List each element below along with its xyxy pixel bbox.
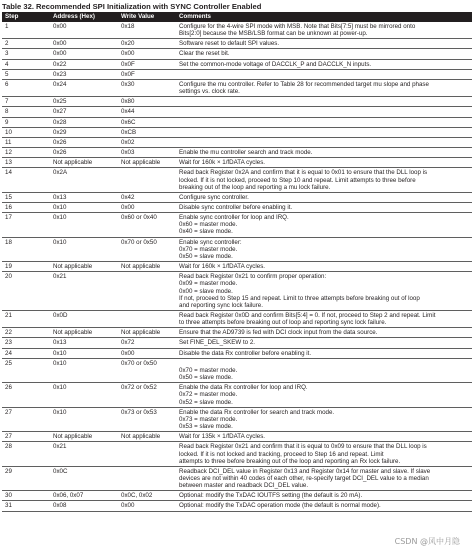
comment-line: 0x72 = master mode.	[179, 391, 238, 399]
row-write-value: Not applicable	[118, 158, 176, 168]
row-step: 22	[2, 328, 50, 338]
row-address: 0x10	[50, 383, 118, 407]
comment-line: Readback DCI_DEL value in Register 0x13 and Register 0x14 for master and slave. If slave	[179, 467, 431, 475]
row-address: 0x10	[50, 237, 118, 261]
row-write-value	[118, 272, 176, 311]
comment-line: Wait for 160k × 1/fDATA cycles.	[179, 159, 266, 167]
row-comment	[176, 348, 472, 358]
row-address: 0x00	[50, 22, 118, 39]
row-comment	[176, 338, 472, 348]
table-row	[2, 117, 472, 127]
row-comment	[176, 407, 472, 431]
row-address: 0x10	[50, 348, 118, 358]
comment-line	[179, 71, 469, 78]
comment-line: Set the common-mode voltage of DACCLK_P and DACCLK_N inputs.	[179, 60, 372, 68]
row-comment	[176, 442, 472, 466]
header-comments: Comments	[176, 12, 472, 22]
row-step: 15	[2, 192, 50, 202]
comment-line: 0x50 = slave mode.	[179, 374, 233, 382]
table-row	[2, 192, 472, 202]
row-write-value: 0x44	[118, 107, 176, 117]
row-comment	[176, 107, 472, 117]
row-write-value: 0x20	[118, 39, 176, 49]
row-step: 28	[2, 442, 50, 466]
row-write-value: 0x0F	[118, 59, 176, 69]
row-address: 0x27	[50, 107, 118, 117]
table-row	[2, 107, 472, 117]
row-step: 18	[2, 237, 50, 261]
row-comment	[176, 69, 472, 79]
comment-line: Wait for 135k × 1/fDATA cycles.	[179, 433, 266, 441]
row-address: 0x29	[50, 127, 118, 137]
table-row	[2, 49, 472, 59]
row-write-value: 0x00	[118, 501, 176, 511]
comment-line: Bits[2:0] because the MSB/LSB format can be unknown at power-up.	[179, 30, 368, 38]
comment-line: and reporting sync lock failure.	[179, 301, 263, 309]
row-step: 26	[2, 383, 50, 407]
row-comment	[176, 127, 472, 137]
row-address: 0x21	[50, 272, 118, 311]
row-address: Not applicable	[50, 432, 118, 442]
row-write-value: 0x00	[118, 348, 176, 358]
row-address: 0x10	[50, 358, 118, 382]
comment-line	[179, 108, 469, 115]
row-write-value: 0x60 or 0x40	[118, 213, 176, 237]
row-step: 7	[2, 97, 50, 107]
row-address: 0x00	[50, 39, 118, 49]
table-row	[2, 202, 472, 212]
table-row	[2, 348, 472, 358]
header-address: Address (Hex)	[50, 12, 118, 22]
row-step: 24	[2, 348, 50, 358]
row-comment	[176, 432, 472, 442]
row-comment	[176, 148, 472, 158]
comment-line: Ensure that the AD9739 is fed with DCI clock input from the data source.	[179, 329, 378, 337]
row-comment	[176, 192, 472, 202]
table-row	[2, 358, 472, 382]
row-write-value	[118, 442, 176, 466]
row-write-value: 0x18	[118, 22, 176, 39]
comment-line: 0x40 = slave mode.	[179, 228, 233, 236]
row-address: 0x10	[50, 213, 118, 237]
row-comment	[176, 383, 472, 407]
table-row	[2, 237, 472, 261]
row-step: 27	[2, 407, 50, 431]
row-comment	[176, 117, 472, 127]
comment-line: between master and readback DCI_DEL value.	[179, 482, 309, 490]
table-row	[2, 407, 472, 431]
comment-line: Set FINE_DEL_SKEW to 2.	[179, 339, 255, 347]
row-address: 0x2A	[50, 168, 118, 192]
header-write-value: Write Value	[118, 12, 176, 22]
comment-line: Enable sync controller:	[179, 238, 242, 246]
comment-line: Configure sync controller.	[179, 193, 249, 201]
row-write-value: 0x72	[118, 338, 176, 348]
row-write-value: Not applicable	[118, 328, 176, 338]
table-row	[2, 383, 472, 407]
comment-line: attempts to three before breaking out of the loop and reporting an Rx lock failure.	[179, 457, 401, 465]
table-row	[2, 213, 472, 237]
row-comment	[176, 137, 472, 147]
row-comment	[176, 491, 472, 501]
table-row	[2, 168, 472, 192]
comment-line: devices are not within 40 codes of each other, re-specify target DCI_DEL value to a median	[179, 474, 429, 482]
comment-line: 0x70 = master mode.	[179, 245, 238, 253]
table-row	[2, 158, 472, 168]
row-step: 31	[2, 501, 50, 511]
table-row	[2, 262, 472, 272]
row-write-value: 0x30	[118, 79, 176, 96]
row-comment	[176, 262, 472, 272]
row-step: 2	[2, 39, 50, 49]
comment-line: locked. If it is not locked, proceed to Step 10 and repeat. Limit attempts to three before	[179, 176, 416, 184]
row-step: 5	[2, 69, 50, 79]
row-write-value: 0x02	[118, 137, 176, 147]
row-write-value: 0x00	[118, 49, 176, 59]
row-write-value: 0x00	[118, 202, 176, 212]
row-comment	[176, 272, 472, 311]
row-step: 12	[2, 148, 50, 158]
row-address: 0x10	[50, 202, 118, 212]
comment-line: Read back Register 0x21 and confirm that it is equal to 0x09 to ensure that the DLL loop is	[179, 443, 427, 451]
row-step: 20	[2, 272, 50, 311]
row-address: 0x25	[50, 97, 118, 107]
comment-line	[179, 129, 469, 136]
row-step: 30	[2, 491, 50, 501]
comment-line: Configure for the 4-wire SPI mode with MSB. Note that Bits[7:5] must be mirrored onto	[179, 23, 416, 30]
comment-line: 0x70 = master mode.	[179, 366, 238, 374]
row-comment	[176, 22, 472, 39]
row-address: 0x24	[50, 79, 118, 96]
row-comment	[176, 501, 472, 511]
row-step: 29	[2, 466, 50, 490]
comment-line: Optional: modify the TxDAC IOUTFS setting (the default is 20 mA).	[179, 492, 363, 500]
comment-line	[179, 119, 469, 126]
row-write-value: 0x0C, 0x02	[118, 491, 176, 501]
row-address: Not applicable	[50, 262, 118, 272]
comment-line: Read back Register 0x21 to confirm proper operation:	[179, 273, 327, 281]
row-write-value	[118, 466, 176, 490]
row-comment	[176, 328, 472, 338]
comment-line: Enable the data Rx controller for loop and IRQ.	[179, 384, 308, 392]
comment-line: 0x09 = master mode.	[179, 280, 238, 288]
row-address: 0x13	[50, 192, 118, 202]
row-address: Not applicable	[50, 158, 118, 168]
row-write-value	[118, 311, 176, 328]
table-row	[2, 39, 472, 49]
table-row	[2, 97, 472, 107]
row-write-value: 0x73 or 0x53	[118, 407, 176, 431]
row-write-value	[118, 168, 176, 192]
comment-line	[179, 360, 469, 367]
row-address: 0x26	[50, 137, 118, 147]
row-step: 25	[2, 358, 50, 382]
table-row	[2, 148, 472, 158]
table-row	[2, 69, 472, 79]
row-write-value: Not applicable	[118, 262, 176, 272]
row-step: 8	[2, 107, 50, 117]
header-step: Step	[2, 12, 50, 22]
table-body	[2, 22, 472, 511]
row-comment	[176, 466, 472, 490]
comment-line: Software reset to default SPI values.	[179, 40, 280, 48]
comment-line: Disable sync controller before enabling it.	[179, 203, 293, 211]
row-comment	[176, 358, 472, 382]
comment-line: 0x50 = slave mode.	[179, 252, 233, 260]
row-comment	[176, 158, 472, 168]
row-address: 0x10	[50, 407, 118, 431]
row-step: 11	[2, 137, 50, 147]
row-address: 0x22	[50, 59, 118, 69]
row-write-value: 0x42	[118, 192, 176, 202]
row-write-value: 0x72 or 0x52	[118, 383, 176, 407]
row-step: 9	[2, 117, 50, 127]
row-address: 0x13	[50, 338, 118, 348]
row-address: 0x26	[50, 148, 118, 158]
row-comment	[176, 168, 472, 192]
table-header-row	[2, 12, 472, 22]
table-row	[2, 311, 472, 328]
comment-line: 0x73 = master mode.	[179, 415, 238, 423]
table-row	[2, 501, 472, 511]
row-write-value: 0x03	[118, 148, 176, 158]
row-address: 0x0C	[50, 466, 118, 490]
comment-line: Optional: modify the TxDAC operation mode (the default is normal mode).	[179, 502, 381, 510]
row-address: 0x00	[50, 49, 118, 59]
row-address: 0x28	[50, 117, 118, 127]
comment-line	[179, 98, 469, 105]
row-step: 21	[2, 311, 50, 328]
comment-line: Read back Register 0x2A and confirm that it is equal to 0x01 to ensure that the DLL loop is	[179, 169, 428, 177]
comment-line: If not, proceed to Step 15 and repeat. Limit to three attempts before breaking out of loop	[179, 294, 420, 302]
row-comment	[176, 97, 472, 107]
row-comment	[176, 202, 472, 212]
table-row	[2, 491, 472, 501]
row-write-value: 0xCB	[118, 127, 176, 137]
row-step: 19	[2, 262, 50, 272]
row-step: 23	[2, 338, 50, 348]
comment-line: Wait for 160k × 1/fDATA cycles.	[179, 263, 266, 271]
row-step: 13	[2, 158, 50, 168]
row-write-value: 0x6C	[118, 117, 176, 127]
row-write-value: 0x80	[118, 97, 176, 107]
row-step: 1	[2, 22, 50, 39]
row-write-value: 0x70 or 0x50	[118, 358, 176, 382]
row-write-value: 0x0F	[118, 69, 176, 79]
comment-line: 0x52 = slave mode.	[179, 398, 233, 406]
table-row	[2, 328, 472, 338]
comment-line	[179, 139, 469, 146]
table-title: Table 32. Recommended SPI Initialization with SYNC Controller Enabled	[2, 2, 262, 11]
row-step: 17	[2, 213, 50, 237]
row-address: 0x23	[50, 69, 118, 79]
table-row	[2, 432, 472, 442]
comment-line: breaking out of the loop and reporting a mu lock failure.	[179, 183, 331, 191]
comment-line: Enable sync controller for loop and IRQ.	[179, 214, 289, 222]
table-row	[2, 466, 472, 490]
table-row	[2, 22, 472, 39]
row-step: 10	[2, 127, 50, 137]
row-address: 0x08	[50, 501, 118, 511]
row-step: 3	[2, 49, 50, 59]
table-row	[2, 442, 472, 466]
row-step: 14	[2, 168, 50, 192]
table-row	[2, 127, 472, 137]
table-row	[2, 79, 472, 96]
row-step: 27	[2, 432, 50, 442]
comment-line: 0x53 = slave mode.	[179, 423, 233, 431]
comment-line: Read back Register 0x0D and confirm Bits[5:4] = 0. If not, proceed to Step 2 and repeat. Limit	[179, 312, 436, 319]
comment-line: Enable the mu controller search and track mode.	[179, 149, 313, 157]
table-row	[2, 338, 472, 348]
row-step: 16	[2, 202, 50, 212]
row-comment	[176, 59, 472, 69]
table-row	[2, 137, 472, 147]
row-address: 0x0D	[50, 311, 118, 328]
spi-init-table	[2, 12, 472, 512]
comment-line: 0x00 = slave mode.	[179, 287, 233, 295]
row-comment	[176, 39, 472, 49]
row-step: 6	[2, 79, 50, 96]
row-address: 0x21	[50, 442, 118, 466]
comment-line: locked. If it is not locked and tracking, proceed to Step 16 and repeat. Limit	[179, 450, 384, 458]
row-comment	[176, 49, 472, 59]
comment-line: to three attempts before breaking out of loop and reporting sync lock failure.	[179, 319, 387, 327]
row-address: 0x06, 0x07	[50, 491, 118, 501]
row-address: Not applicable	[50, 328, 118, 338]
row-comment	[176, 213, 472, 237]
row-comment	[176, 311, 472, 328]
watermark: CSDN @风中月隐	[394, 537, 460, 546]
comment-line: 0x60 = master mode.	[179, 221, 238, 229]
comment-line: Enable the data Rx controller for search and track mode.	[179, 408, 335, 416]
comment-line: Disable the data Rx controller before enabling it.	[179, 349, 312, 357]
table-row	[2, 59, 472, 69]
row-write-value: Not applicable	[118, 432, 176, 442]
row-comment	[176, 79, 472, 96]
comment-line: settings vs. clock rate.	[179, 88, 240, 96]
comment-line: Clear the reset bit.	[179, 50, 230, 58]
row-write-value: 0x70 or 0x50	[118, 237, 176, 261]
row-comment	[176, 237, 472, 261]
comment-line: Configure the mu controller. Refer to Table 28 for recommended target mu slope and phase	[179, 80, 429, 88]
row-step: 4	[2, 59, 50, 69]
table-row	[2, 272, 472, 311]
